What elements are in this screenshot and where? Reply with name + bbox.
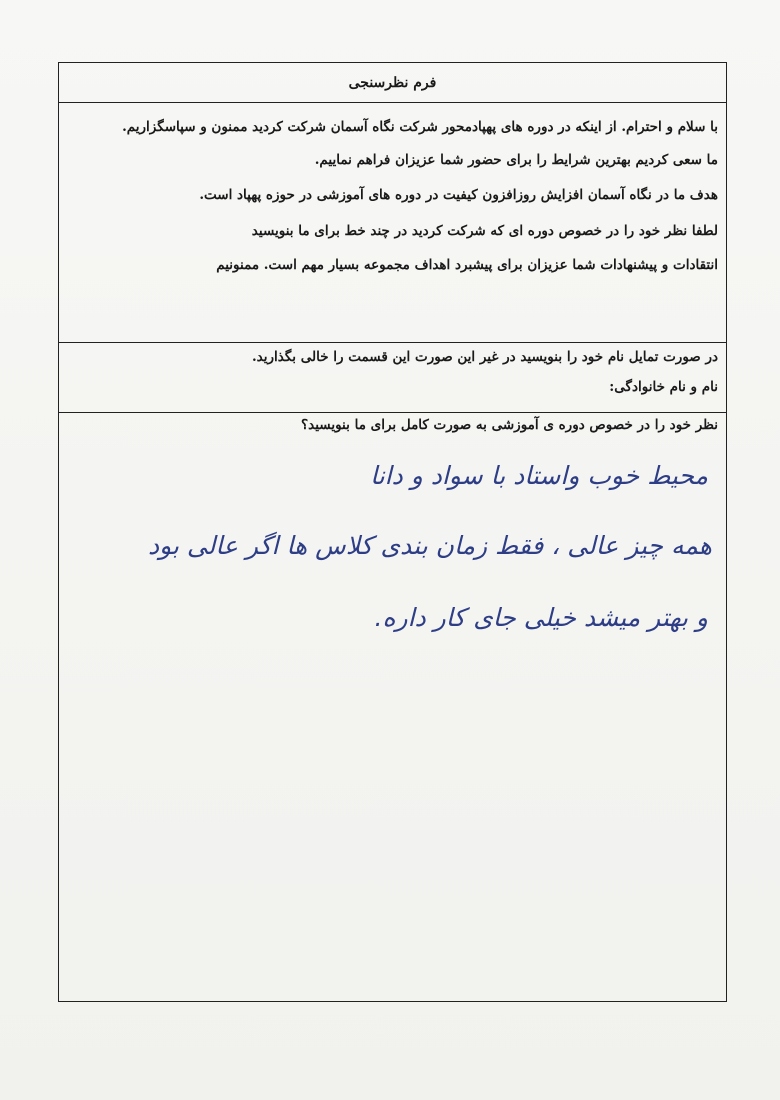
intro-line: انتقادات و پیشنهادات شما عزیزان برای پیشبرد اهداف مجموعه بسیار مهم است. ممنونیم xyxy=(216,257,718,273)
comment-section xyxy=(59,413,726,1001)
intro-section xyxy=(59,103,726,343)
intro-line: با سلام و احترام. از اینکه در دوره های پهپادمحور شرکت نگاه آسمان شرکت کردید ممنون و سپاسگزاریم. xyxy=(122,119,718,135)
form-title: فرم نظرسنجی xyxy=(348,75,437,91)
handwritten-comment-line: محیط خوب واستاد با سواد و دانا xyxy=(370,461,708,490)
intro-line: لطفا نظر خود را در خصوص دوره ای که شرکت کردید در چند خط برای ما بنویسید xyxy=(251,223,718,239)
name-instruction: در صورت تمایل نام خود را بنویسید در غیر این صورت این قسمت را خالی بگذارید. xyxy=(251,349,718,365)
name-section xyxy=(59,343,726,413)
survey-form-table xyxy=(58,62,727,1002)
comment-prompt: نظر خود را در خصوص دوره ی آموزشی به صورت کامل برای ما بنویسید؟ xyxy=(300,417,718,433)
handwritten-comment-line: همه چیز عالی ، فقط زمان بندی کلاس ها اگر عالی بود xyxy=(147,531,712,560)
intro-line: هدف ما در نگاه آسمان افزایش روزافزون کیفیت در دوره های آموزشی در حوزه پهپاد است. xyxy=(199,187,718,203)
name-label: نام و نام خانوادگی: xyxy=(609,379,718,395)
intro-line: ما سعی کردیم بهترین شرایط را برای حضور شما عزیزان فراهم نماییم. xyxy=(314,152,718,168)
handwritten-comment-line: و بهتر میشد خیلی جای کار داره. xyxy=(374,603,708,632)
form-title-row xyxy=(59,63,726,103)
